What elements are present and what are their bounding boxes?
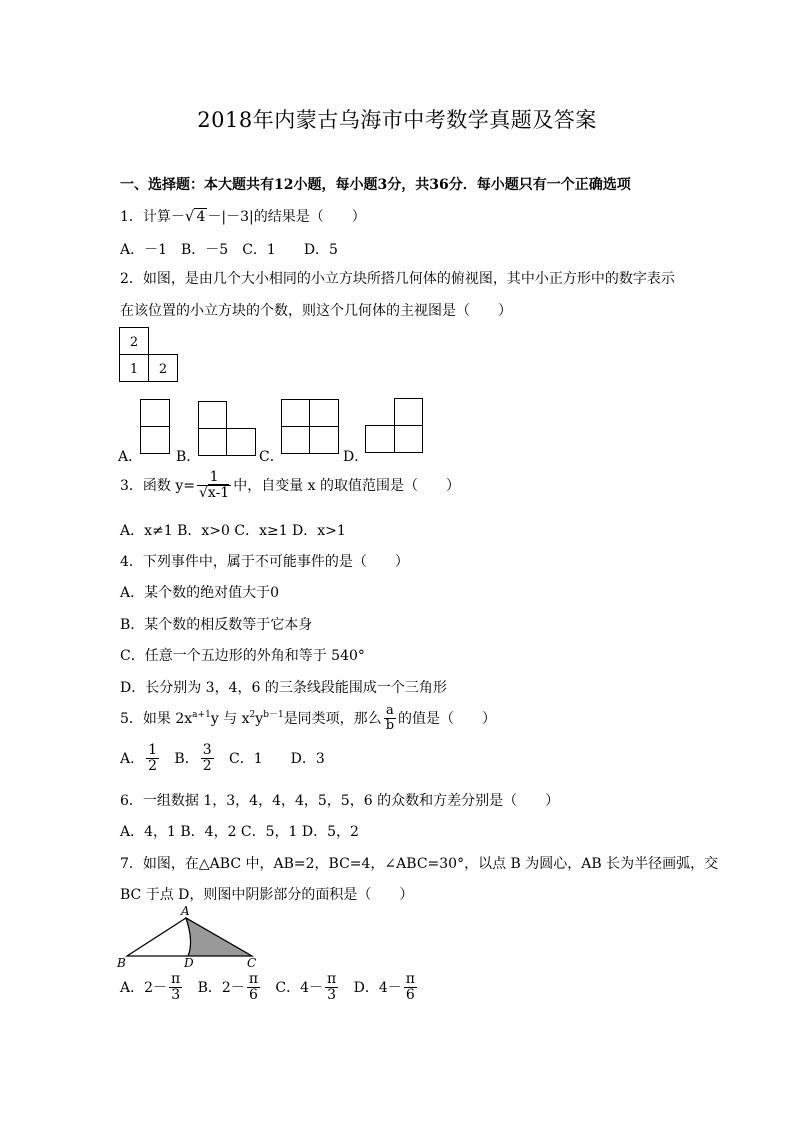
point-d-label: D	[184, 956, 194, 970]
q7-opt-a-pre: 2－	[144, 979, 168, 996]
q6-stem: 6．一组数据 1，3，4，4，4，5，5，6 的众数和方差分别是（ ）	[120, 793, 560, 809]
q5-opt-a-den: 2	[148, 758, 158, 775]
q5-fraction	[384, 704, 396, 734]
q3-fraction	[197, 470, 231, 502]
q7-opt-b-label: B．	[197, 979, 222, 996]
q7-stem-line2: BC 于点 D，则图中阴影部分的面积是（ ）	[120, 887, 414, 903]
q3-numerator: 1	[197, 470, 231, 486]
q7-opt-a-den: 3	[171, 987, 181, 1004]
q7-opt-d-den: 6	[405, 987, 415, 1004]
grid-cell-bottom-left: 1	[129, 362, 139, 377]
q7-opt-d-frac	[404, 972, 417, 1004]
q7-options	[120, 972, 419, 1004]
q5-opt-b-label: B．	[174, 750, 199, 767]
q2-option-a-figure	[139, 397, 173, 457]
q2-label-d: D．	[343, 449, 369, 465]
q4-option-b: B．某个数的相反数等于它本身	[120, 617, 313, 633]
q7-opt-b-num: π	[248, 971, 259, 987]
q3-denominator-wrap: √x-1	[199, 485, 230, 502]
q6-options: A．4，1 B．4，2 C．5，1 D．5，2	[120, 824, 359, 840]
q7-opt-c-label: C．	[275, 979, 301, 996]
q2-stem-line1: 2．如图，是由几个大小相同的小立方块所搭几何体的俯视图，其中小正方形中的数字表示	[120, 271, 675, 287]
point-c-label: C	[247, 956, 257, 970]
q2-label-b: B．	[176, 449, 201, 465]
q5-opt-b-num: 3	[202, 742, 212, 758]
q5-s4: 是同类项，那么	[283, 710, 382, 727]
q7-opt-d-num: π	[405, 971, 415, 987]
q3-stem-a: 3．函数 y=	[120, 477, 195, 494]
q7-opt-a-num: π	[171, 971, 181, 987]
q7-opt-c-num: π	[327, 971, 337, 987]
q5-stem	[120, 704, 496, 734]
grid-cell-top: 2	[129, 335, 139, 350]
q7-opt-c	[275, 971, 340, 1004]
q2-label-c: C．	[259, 449, 284, 465]
q7-opt-a	[120, 971, 184, 1004]
q7-opt-c-frac	[325, 972, 338, 1004]
q7-opt-d	[353, 971, 419, 1004]
q5-s3: y	[255, 710, 264, 727]
q4-option-d: D．长分别为 3，4，6 的三条线段能围成一个三角形	[120, 680, 447, 696]
q1-stem	[120, 206, 366, 226]
q5-s5: 的值是（ ）	[398, 710, 497, 727]
q5-opt-b-den: 2	[202, 758, 212, 775]
q3-stem-b: 中，自变量 x 的取值范围是（ ）	[233, 477, 461, 494]
q5-opt-a-frac	[146, 743, 159, 775]
page-title: 2018年内蒙古乌海市中考数学真题及答案	[197, 108, 597, 132]
q1-sqrt-arg: 4	[196, 209, 206, 225]
q2-option-d-figure	[364, 397, 426, 457]
q5-exp3: b－1	[263, 710, 284, 721]
q4-stem: 4．下列事件中，属于不可能事件的是（ ）	[120, 554, 409, 570]
q7-opt-a-label: A．	[120, 979, 145, 996]
q3-options: A．x≠1 B．x>0 C．x≥1 D．x>1	[120, 523, 346, 539]
q5-s2: y 与 x	[210, 710, 250, 727]
q2-label-a: A．	[118, 449, 143, 465]
q2-stem-line2: 在该位置的小立方块的个数，则这个几何体的主视图是（ ）	[120, 303, 512, 319]
q4-option-c: C．任意一个五边形的外角和等于 540°	[120, 648, 365, 664]
q7-opt-b-pre: 2－	[221, 979, 245, 996]
q7-opt-d-pre: 4－	[378, 979, 402, 996]
section-heading: 一、选择题：本大题共有12小题，每小题3分，共36分．每小题只有一个正确选项	[120, 177, 631, 193]
q2-top-view-grid	[118, 326, 182, 384]
q5-opt-a-num: 1	[148, 742, 158, 758]
q5-frac-num: a	[384, 704, 396, 719]
q5-opt-a-label: A．	[120, 750, 145, 767]
q7-opt-c-den: 3	[327, 987, 337, 1004]
q7-opt-d-label: D．	[353, 979, 379, 996]
point-b-label: B	[117, 956, 126, 970]
q7-opt-b	[197, 971, 262, 1004]
grid-cell-bottom-right: 2	[158, 362, 168, 377]
q1-options: A．－1 B．－5 C．1 D．5	[120, 242, 338, 258]
q1-sqrt: √ 4	[184, 207, 206, 225]
q3-denominator: x-1	[207, 485, 230, 502]
q2-option-c-figure	[280, 398, 342, 458]
q4-option-a: A．某个数的绝对值大于0	[120, 585, 280, 601]
q5-s1: 5．如果 2x	[120, 710, 193, 727]
q1-stem-a: 1．计算－	[120, 209, 185, 225]
q7-opt-b-den: 6	[248, 987, 258, 1004]
q5-exp2: 2	[249, 710, 256, 721]
q5-exp1: a+1	[192, 710, 211, 721]
q7-stem-line1: 7．如图，在△ABC 中，AB=2，BC=4，∠ABC=30°，以点 B 为圆心，AB 长为半径画弧，交	[120, 856, 719, 872]
q7-opt-a-frac	[169, 972, 182, 1004]
point-a-label: A	[181, 904, 190, 918]
q5-opt-b-frac	[201, 743, 214, 775]
q7-opt-c-pre: 4－	[300, 979, 324, 996]
q1-stem-b: －|－3|的结果是（ ）	[207, 209, 366, 225]
q5-options	[120, 743, 325, 775]
q5-opt-rest: C．1 D．3	[228, 750, 325, 767]
q5-frac-den: b	[385, 718, 395, 734]
q7-opt-b-frac	[247, 972, 260, 1004]
q3-stem	[120, 470, 460, 502]
q2-option-b-figure	[197, 400, 259, 458]
q7-triangle-figure	[114, 904, 264, 970]
